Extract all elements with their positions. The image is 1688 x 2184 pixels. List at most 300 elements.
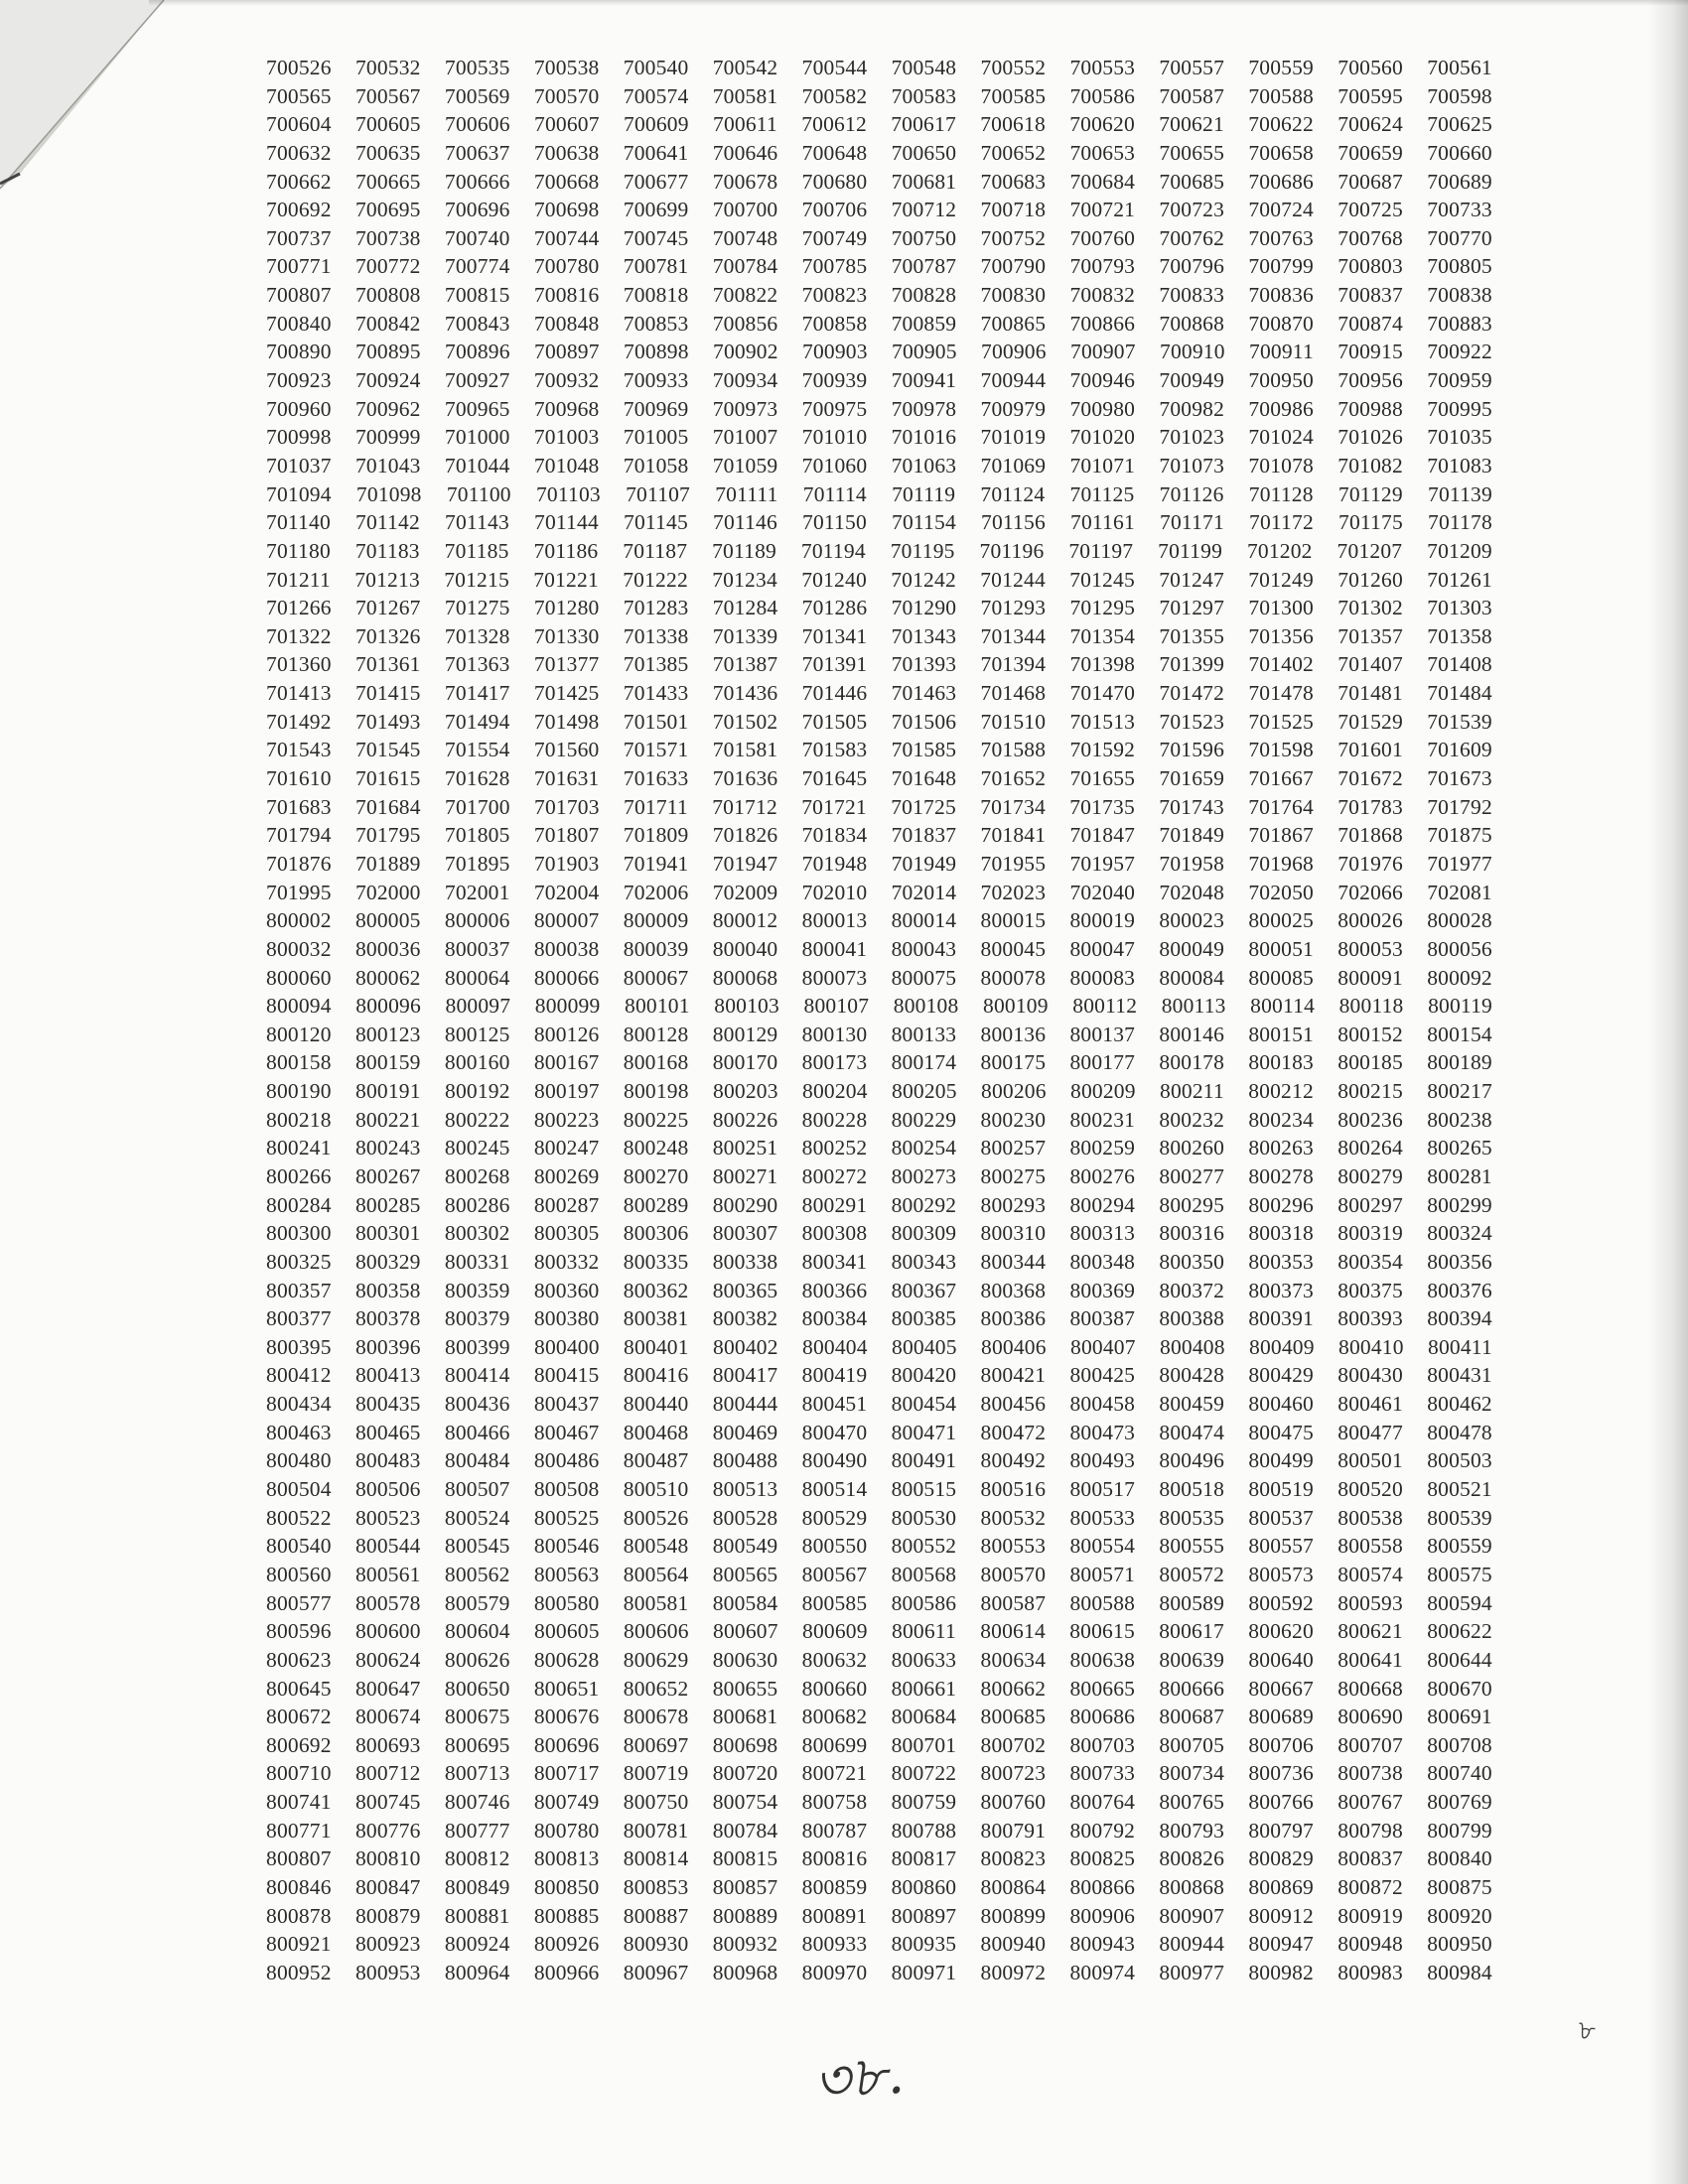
roll-number: 800573 <box>1248 1562 1315 1586</box>
roll-number: 800620 <box>1248 1619 1314 1644</box>
roll-number: 800381 <box>623 1306 689 1331</box>
roll-number: 701114 <box>802 481 867 506</box>
roll-number: 700653 <box>1069 140 1136 165</box>
roll-number: 800564 <box>623 1562 689 1586</box>
roll-number: 800504 <box>266 1477 332 1502</box>
roll-number: 701005 <box>623 425 689 450</box>
number-row <box>266 54 1492 82</box>
page-top-shadow <box>149 0 1688 6</box>
roll-number: 800146 <box>1159 1022 1225 1046</box>
number-row <box>266 537 1492 566</box>
roll-number: 701355 <box>1159 623 1225 648</box>
roll-number: 701764 <box>1248 794 1314 819</box>
roll-number: 701211 <box>266 567 331 592</box>
roll-number: 800699 <box>801 1732 868 1757</box>
roll-number: 800690 <box>1337 1705 1403 1729</box>
roll-number: 700650 <box>891 140 957 165</box>
roll-number: 800630 <box>712 1647 778 1672</box>
roll-number: 701171 <box>1160 510 1224 535</box>
roll-number: 700665 <box>354 169 421 194</box>
roll-number: 800634 <box>980 1647 1047 1672</box>
roll-number: 700763 <box>1248 225 1315 250</box>
roll-number: 800674 <box>354 1705 421 1729</box>
roll-number: 800222 <box>444 1107 510 1132</box>
roll-number: 800375 <box>1337 1278 1403 1302</box>
roll-number: 800118 <box>1338 994 1404 1019</box>
roll-number: 800632 <box>801 1647 868 1672</box>
roll-number: 700680 <box>801 169 868 194</box>
roll-number: 800248 <box>623 1136 689 1160</box>
roll-number: 701889 <box>354 851 421 876</box>
roll-number: 800198 <box>624 1079 689 1104</box>
roll-number: 701354 <box>1069 623 1136 648</box>
roll-number: 701478 <box>1248 681 1315 706</box>
roll-number: 700959 <box>1427 368 1492 393</box>
number-row <box>266 594 1492 622</box>
roll-number: 700939 <box>801 368 868 393</box>
roll-number: 701150 <box>802 510 867 535</box>
roll-number: 701513 <box>1069 709 1136 734</box>
roll-number: 800510 <box>623 1477 689 1502</box>
roll-number: 800622 <box>1427 1619 1492 1644</box>
number-row <box>266 650 1492 679</box>
roll-number: 701492 <box>266 709 332 734</box>
roll-number: 800829 <box>1248 1846 1315 1871</box>
roll-number: 800689 <box>1248 1705 1315 1729</box>
roll-number: 800212 <box>1248 1079 1314 1104</box>
roll-number: 800272 <box>801 1163 868 1188</box>
roll-number: 800468 <box>623 1420 689 1444</box>
roll-number: 800881 <box>444 1903 510 1928</box>
roll-number: 800350 <box>1159 1249 1225 1274</box>
roll-number: 800586 <box>891 1590 957 1615</box>
roll-number: 800982 <box>1248 1960 1315 1984</box>
roll-number: 701069 <box>980 453 1047 478</box>
roll-number: 701841 <box>980 823 1047 848</box>
roll-number: 701436 <box>712 681 778 706</box>
roll-number: 800415 <box>533 1363 600 1388</box>
roll-number: 701111 <box>715 481 778 506</box>
number-row <box>266 566 1492 595</box>
roll-number: 701303 <box>1427 596 1492 620</box>
roll-number: 800972 <box>980 1960 1047 1984</box>
roll-number: 700684 <box>1069 169 1136 194</box>
roll-number: 701328 <box>444 623 510 648</box>
number-row <box>266 1361 1492 1390</box>
roll-number: 700542 <box>712 56 778 79</box>
roll-number: 700723 <box>1159 198 1225 222</box>
roll-number: 800068 <box>712 965 778 990</box>
number-row <box>266 452 1492 480</box>
roll-number: 701297 <box>1159 596 1225 620</box>
roll-number: 701010 <box>801 425 868 450</box>
roll-number: 800617 <box>1159 1619 1224 1644</box>
roll-number: 700559 <box>1248 56 1315 79</box>
roll-number: 700588 <box>1248 83 1315 108</box>
number-row <box>266 679 1492 708</box>
roll-number: 800152 <box>1337 1022 1403 1046</box>
roll-number: 700685 <box>1159 169 1225 194</box>
roll-number: 800749 <box>533 1790 600 1815</box>
roll-number: 700978 <box>891 396 957 421</box>
roll-number: 800225 <box>623 1107 689 1132</box>
roll-number: 702000 <box>354 880 421 904</box>
roll-number: 700692 <box>266 198 332 222</box>
roll-number: 701260 <box>1337 567 1403 592</box>
roll-number: 700896 <box>445 340 510 364</box>
roll-number: 800507 <box>444 1477 510 1502</box>
number-row <box>266 310 1492 339</box>
roll-number: 800462 <box>1427 1392 1492 1417</box>
roll-number: 701234 <box>712 567 777 592</box>
roll-number: 800741 <box>266 1790 332 1815</box>
roll-number: 700815 <box>444 283 510 308</box>
roll-number: 800064 <box>444 965 510 990</box>
roll-number: 800549 <box>712 1534 778 1559</box>
roll-number: 800066 <box>533 965 600 990</box>
roll-number: 800579 <box>444 1590 510 1615</box>
roll-number: 700848 <box>533 311 600 336</box>
roll-number: 800376 <box>1427 1278 1492 1302</box>
number-row <box>266 1788 1492 1817</box>
roll-number: 800940 <box>980 1932 1047 1957</box>
roll-number: 800215 <box>1337 1079 1403 1104</box>
roll-number: 700569 <box>444 83 510 108</box>
roll-number: 701867 <box>1248 823 1315 848</box>
roll-number: 700635 <box>354 140 421 165</box>
roll-number: 800120 <box>266 1022 332 1046</box>
roll-number: 800269 <box>533 1163 600 1188</box>
roll-number: 701196 <box>979 538 1045 563</box>
roll-number: 800373 <box>1248 1278 1315 1302</box>
roll-number: 700803 <box>1337 254 1403 279</box>
roll-number: 700787 <box>891 254 957 279</box>
number-row <box>266 1930 1492 1959</box>
roll-number: 700941 <box>891 368 957 393</box>
roll-number: 800585 <box>801 1590 868 1615</box>
roll-number: 800230 <box>980 1107 1047 1132</box>
roll-number: 701338 <box>623 623 689 648</box>
roll-number: 701523 <box>1159 709 1225 734</box>
roll-number: 701581 <box>712 738 778 762</box>
roll-number: 800930 <box>623 1932 689 1957</box>
roll-number: 700998 <box>266 425 332 450</box>
number-row <box>266 281 1492 310</box>
roll-number: 800750 <box>623 1790 689 1815</box>
roll-number: 700828 <box>891 283 957 308</box>
roll-number: 800692 <box>266 1732 332 1757</box>
roll-number: 700986 <box>1248 396 1315 421</box>
roll-number: 700995 <box>1427 396 1492 421</box>
roll-number: 800897 <box>891 1903 957 1928</box>
roll-number: 800967 <box>623 1960 689 1984</box>
roll-number: 701498 <box>533 709 600 734</box>
roll-number: 800319 <box>1337 1221 1403 1246</box>
roll-number: 800764 <box>1069 1790 1136 1815</box>
roll-number: 701700 <box>445 794 510 819</box>
roll-number: 701393 <box>891 652 957 677</box>
roll-number: 800183 <box>1248 1050 1315 1075</box>
roll-number: 800260 <box>1159 1136 1225 1160</box>
roll-number: 800672 <box>266 1705 332 1729</box>
roll-number: 800343 <box>891 1249 957 1274</box>
roll-number: 800557 <box>1248 1534 1315 1559</box>
roll-number: 700833 <box>1159 283 1225 308</box>
roll-number: 800434 <box>266 1392 332 1417</box>
roll-number: 800267 <box>354 1163 421 1188</box>
roll-number: 800600 <box>355 1619 421 1644</box>
roll-number: 800309 <box>891 1221 957 1246</box>
roll-number: 800009 <box>623 908 689 933</box>
number-row <box>266 1248 1492 1277</box>
roll-number: 800596 <box>266 1619 332 1644</box>
roll-number: 800849 <box>444 1875 510 1899</box>
roll-number: 700738 <box>354 225 421 250</box>
roll-number: 800702 <box>980 1732 1047 1757</box>
number-row <box>266 1021 1492 1049</box>
roll-number: 800693 <box>354 1732 421 1757</box>
roll-number: 700956 <box>1337 368 1403 393</box>
roll-number: 800290 <box>712 1192 778 1217</box>
roll-number: 701125 <box>1069 481 1135 506</box>
roll-number: 800221 <box>354 1107 421 1132</box>
roll-number: 800192 <box>445 1079 510 1104</box>
roll-number: 800535 <box>1159 1505 1225 1530</box>
roll-number: 800461 <box>1337 1392 1403 1417</box>
roll-number: 800710 <box>266 1761 332 1786</box>
roll-number: 701178 <box>1428 510 1492 535</box>
roll-number: 800550 <box>801 1534 868 1559</box>
roll-number: 700652 <box>980 140 1047 165</box>
roll-number: 800409 <box>1249 1334 1315 1359</box>
roll-number: 800984 <box>1427 1960 1492 1984</box>
roll-number: 800040 <box>712 936 778 961</box>
roll-number: 800668 <box>1337 1676 1403 1701</box>
roll-number: 800787 <box>801 1818 868 1843</box>
roll-number: 800294 <box>1069 1192 1136 1217</box>
roll-number: 700960 <box>266 396 332 421</box>
roll-number: 800623 <box>266 1647 332 1672</box>
roll-number: 800174 <box>891 1050 957 1075</box>
roll-number: 701059 <box>712 453 778 478</box>
roll-number: 800684 <box>891 1705 957 1729</box>
roll-number: 800705 <box>1159 1732 1225 1757</box>
roll-number: 701145 <box>624 510 688 535</box>
roll-number: 800332 <box>533 1249 600 1274</box>
roll-number: 700890 <box>266 340 332 364</box>
roll-number: 800919 <box>1337 1903 1403 1928</box>
roll-number: 800719 <box>623 1761 689 1786</box>
number-row <box>266 1277 1492 1305</box>
roll-number: 800522 <box>266 1505 332 1530</box>
roll-number: 700609 <box>624 112 689 137</box>
roll-number: 701175 <box>1338 510 1403 535</box>
roll-number: 701007 <box>712 425 778 450</box>
roll-number: 800864 <box>980 1875 1047 1899</box>
roll-number: 701003 <box>533 425 600 450</box>
number-row <box>266 1504 1492 1533</box>
roll-number: 800263 <box>1248 1136 1315 1160</box>
roll-number: 700856 <box>712 311 778 336</box>
roll-number: 800538 <box>1337 1505 1403 1530</box>
roll-number: 701672 <box>1337 766 1403 791</box>
roll-number: 800175 <box>980 1050 1047 1075</box>
roll-number: 800615 <box>1069 1619 1135 1644</box>
roll-number: 701592 <box>1069 738 1136 762</box>
roll-number: 800846 <box>266 1875 332 1899</box>
roll-number: 800593 <box>1337 1590 1403 1615</box>
roll-number: 701659 <box>1159 766 1225 791</box>
roll-number: 800113 <box>1161 994 1226 1019</box>
roll-number: 800410 <box>1338 1334 1404 1359</box>
roll-number: 701186 <box>533 538 599 563</box>
roll-number: 800026 <box>1337 908 1403 933</box>
roll-number: 800713 <box>444 1761 510 1786</box>
roll-number: 800589 <box>1159 1590 1225 1615</box>
roll-number: 700933 <box>623 368 689 393</box>
roll-number: 800695 <box>444 1732 510 1757</box>
roll-number: 800948 <box>1337 1932 1403 1957</box>
roll-number: 700979 <box>980 396 1047 421</box>
roll-number: 800952 <box>266 1960 332 1984</box>
roll-number: 800126 <box>533 1022 600 1046</box>
roll-number: 800847 <box>354 1875 421 1899</box>
roll-number: 800473 <box>1069 1420 1136 1444</box>
roll-number: 701976 <box>1337 851 1403 876</box>
roll-number: 800378 <box>354 1306 421 1331</box>
roll-number: 800932 <box>712 1932 778 1957</box>
roll-number: 800316 <box>1159 1221 1225 1246</box>
roll-number: 701143 <box>445 510 509 535</box>
roll-number: 700574 <box>623 83 689 108</box>
roll-number: 700624 <box>1337 112 1403 137</box>
roll-number: 701425 <box>533 681 600 706</box>
roll-number: 701063 <box>891 453 957 478</box>
roll-number: 701275 <box>444 596 510 620</box>
roll-number: 701266 <box>266 596 332 620</box>
roll-number: 800302 <box>444 1221 510 1246</box>
roll-number: 800539 <box>1427 1505 1492 1530</box>
roll-number: 800405 <box>892 1334 957 1359</box>
roll-number: 701394 <box>980 652 1047 677</box>
roll-number: 800051 <box>1248 936 1315 961</box>
roll-number: 800388 <box>1159 1306 1225 1331</box>
roll-number: 800041 <box>801 936 868 961</box>
roll-number: 701026 <box>1337 425 1403 450</box>
roll-number: 701197 <box>1068 538 1134 563</box>
roll-number: 800185 <box>1337 1050 1403 1075</box>
roll-number: 800356 <box>1427 1249 1492 1274</box>
roll-number: 700560 <box>1337 56 1403 79</box>
roll-number: 701302 <box>1337 596 1403 620</box>
roll-number: 700906 <box>981 340 1047 364</box>
margin-mark: ৮ <box>1579 2016 1596 2045</box>
roll-number: 701202 <box>1246 538 1313 563</box>
roll-number: 700883 <box>1427 311 1492 336</box>
roll-number: 800555 <box>1159 1534 1225 1559</box>
roll-number: 800572 <box>1159 1562 1225 1586</box>
roll-number: 800638 <box>1069 1647 1136 1672</box>
roll-number: 800160 <box>444 1050 510 1075</box>
roll-number: 701189 <box>712 538 776 563</box>
roll-number: 800384 <box>801 1306 868 1331</box>
roll-number: 701743 <box>1159 794 1224 819</box>
roll-number: 800490 <box>801 1448 868 1473</box>
roll-number: 700988 <box>1337 396 1403 421</box>
number-row <box>266 366 1492 395</box>
roll-number: 800722 <box>891 1761 957 1786</box>
roll-number: 701293 <box>980 596 1047 620</box>
roll-number: 800007 <box>533 908 600 933</box>
roll-number: 800083 <box>1069 965 1136 990</box>
roll-number: 701402 <box>1248 652 1315 677</box>
roll-number: 701035 <box>1427 425 1492 450</box>
roll-number: 800561 <box>354 1562 421 1586</box>
roll-number: 800486 <box>533 1448 600 1473</box>
roll-number: 800297 <box>1337 1192 1403 1217</box>
roll-number: 700582 <box>801 83 868 108</box>
roll-number: 701283 <box>623 596 689 620</box>
roll-number: 700949 <box>1159 368 1225 393</box>
roll-number: 800416 <box>623 1363 689 1388</box>
roll-number: 800604 <box>445 1619 510 1644</box>
roll-number: 700923 <box>266 368 332 393</box>
roll-number: 800133 <box>891 1022 957 1046</box>
roll-number: 800611 <box>892 1619 956 1644</box>
roll-number: 800526 <box>623 1505 689 1530</box>
roll-number: 701615 <box>354 766 421 791</box>
roll-number: 700598 <box>1427 83 1492 108</box>
roll-number: 800857 <box>712 1875 778 1899</box>
roll-number: 800440 <box>623 1392 689 1417</box>
roll-number: 700932 <box>533 368 600 393</box>
roll-number: 701408 <box>1427 652 1492 677</box>
roll-number: 701119 <box>892 481 956 506</box>
roll-number: 700718 <box>980 198 1047 222</box>
roll-number: 701446 <box>801 681 868 706</box>
roll-number: 701295 <box>1069 596 1136 620</box>
roll-number: 800860 <box>891 1875 957 1899</box>
roll-number: 800396 <box>355 1334 421 1359</box>
roll-number: 800092 <box>1427 965 1492 990</box>
roll-number: 800243 <box>354 1136 421 1160</box>
roll-number: 800707 <box>1337 1732 1403 1757</box>
roll-number: 700686 <box>1248 169 1315 194</box>
number-row <box>266 850 1492 879</box>
roll-number: 800528 <box>712 1505 778 1530</box>
number-row <box>266 1646 1492 1675</box>
roll-number: 701636 <box>712 766 778 791</box>
roll-number: 701286 <box>801 596 868 620</box>
roll-number: 800492 <box>980 1448 1047 1473</box>
number-row <box>266 1873 1492 1902</box>
roll-number: 701505 <box>801 709 868 734</box>
roll-number: 700768 <box>1337 225 1403 250</box>
roll-number: 701610 <box>266 766 332 791</box>
roll-number: 701876 <box>266 851 332 876</box>
roll-number: 800529 <box>801 1505 868 1530</box>
roll-number: 800558 <box>1337 1534 1403 1559</box>
roll-number: 700805 <box>1427 254 1492 279</box>
roll-number: 701948 <box>801 851 868 876</box>
roll-number: 800097 <box>445 994 511 1019</box>
roll-number: 800231 <box>1069 1107 1136 1132</box>
roll-number: 800609 <box>802 1619 868 1644</box>
roll-number: 700910 <box>1160 340 1225 364</box>
number-row <box>266 480 1492 509</box>
number-row <box>266 992 1492 1021</box>
roll-number: 700895 <box>355 340 421 364</box>
